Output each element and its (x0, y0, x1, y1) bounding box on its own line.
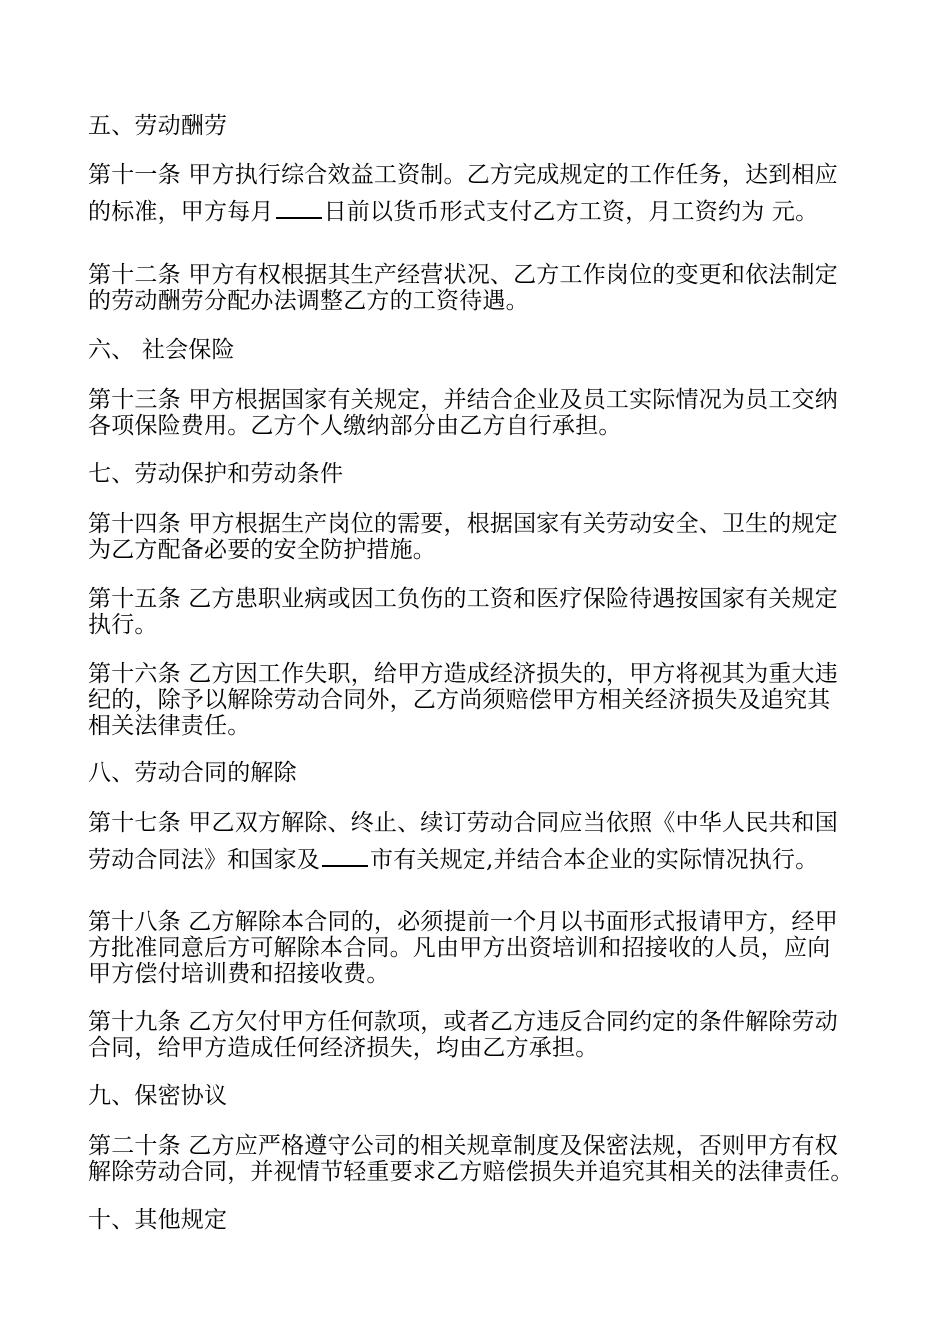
article-17-line-1: 第十七条 甲乙双方解除、终止、续订劳动合同应当依照《中华人民共和国 (88, 810, 838, 836)
fill-blank (276, 199, 322, 219)
article-20-line-2: 解除劳动合同，并视情节轻重要求乙方赔偿损失并追究其相关的法律责任。 (88, 1159, 854, 1185)
article-18-line-3: 甲方偿付培训费和招接收费。 (88, 961, 390, 987)
article-16-line-2: 纪的，除予以解除劳动合同外，乙方尚须赔偿甲方相关经济损失及追究其 (88, 687, 831, 713)
article-19-line-1: 第十九条 乙方欠付甲方任何款项，或者乙方违反合同约定的条件解除劳动 (88, 1009, 838, 1035)
article-18-line-2: 方批准同意后方可解除本合同。凡由甲方出资培训和招接收的人员，应向 (88, 935, 831, 961)
section-heading-10: 十、其他规定 (88, 1207, 228, 1233)
article-15-line-1: 第十五条 乙方患职业病或因工负伤的工资和医疗保险待遇按国家有关规定 (88, 586, 838, 612)
article-20-line-1: 第二十条 乙方应严格遵守公司的相关规章制度及保密法规，否则甲方有权 (88, 1133, 838, 1159)
article-19-line-2: 合同，给甲方造成任何经济损失，均由乙方承担。 (88, 1035, 599, 1061)
section-heading-5: 五、劳动酬劳 (88, 113, 228, 139)
article-12-line-2: 的劳动酬劳分配办法调整乙方的工资待遇。 (88, 288, 529, 314)
section-heading-6: 六、 社会保险 (88, 337, 235, 363)
article-13-line-1: 第十三条 甲方根据国家有关规定，并结合企业及员工实际情况为员工交纳 (88, 387, 838, 413)
section-heading-8: 八、劳动合同的解除 (88, 760, 297, 786)
section-heading-7: 七、劳动保护和劳动条件 (88, 461, 344, 487)
article-14-line-1: 第十四条 甲方根据生产岗位的需要，根据国家有关劳动安全、卫生的规定 (88, 511, 838, 537)
fill-blank (322, 847, 368, 867)
article-16-line-3: 相关法律责任。 (88, 713, 251, 739)
article-13-line-2: 各项保险费用。乙方个人缴纳部分由乙方自行承担。 (88, 413, 622, 439)
section-heading-9: 九、保密协议 (88, 1083, 228, 1109)
article-16-line-1: 第十六条 乙方因工作失职，给甲方造成经济损失的，甲方将视其为重大违 (88, 661, 838, 687)
article-14-line-2: 为乙方配备必要的安全防护措施。 (88, 537, 436, 563)
article-11-line-2: 的标准，甲方每月 日前以货币形式支付乙方工资，月工资约为 元。 (88, 199, 819, 225)
article-17-line-2: 劳动合同法》和国家及 市有关规定,并结合本企业的实际情况执行。 (88, 847, 819, 873)
article-15-line-2: 执行。 (88, 612, 158, 638)
article-18-line-1: 第十八条 乙方解除本合同的，必须提前一个月以书面形式报请甲方，经甲 (88, 909, 838, 935)
article-12-line-1: 第十二条 甲方有权根据其生产经营状况、乙方工作岗位的变更和依法制定 (88, 262, 838, 288)
article-11-line-1: 第十一条 甲方执行综合效益工资制。乙方完成规定的工作任务，达到相应 (88, 162, 838, 188)
